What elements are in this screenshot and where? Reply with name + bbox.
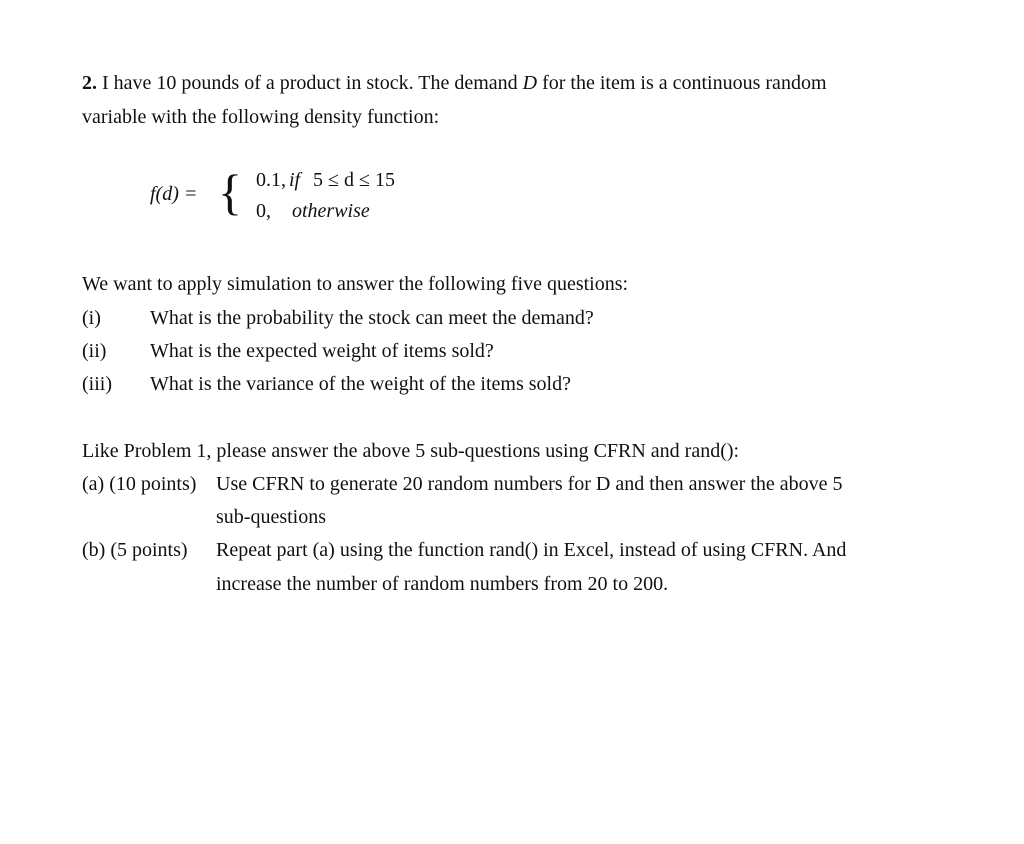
- formula-case-2-value: 0,: [256, 200, 271, 222]
- part-a-line-1: Use CFRN to generate 20 random numbers for D and then answer the above 5: [216, 473, 843, 495]
- problem-number: 2.: [82, 72, 97, 94]
- part-a-label: (a) (10 points): [82, 473, 197, 495]
- formula-case-2-condition: otherwise: [292, 200, 370, 222]
- question-text-1: What is the probability the stock can meet the demand?: [150, 307, 594, 329]
- part-b-line-1: Repeat part (a) using the function rand() in Excel, instead of using CFRN. And: [216, 539, 847, 561]
- formula-case-1-if: if: [289, 169, 301, 191]
- formula-lhs: f(d) =: [150, 183, 198, 205]
- question-label-2: (ii): [82, 340, 107, 362]
- demand-variable: D: [522, 72, 538, 94]
- problem-intro-b: for the item is a continuous random: [542, 72, 827, 94]
- formula-case-1-value: 0.1,: [256, 169, 286, 191]
- part-b-line-2: increase the number of random numbers from 20 to 200.: [216, 573, 669, 595]
- question-text-3: What is the variance of the weight of the items sold?: [150, 373, 571, 395]
- formula-brace: {: [218, 164, 242, 220]
- question-text-2: What is the expected weight of items sold?: [150, 340, 494, 362]
- problem-line-2: variable with the following density function:: [82, 106, 440, 128]
- problem-line-1: [82, 73, 827, 93]
- part-b-label: (b) (5 points): [82, 539, 188, 561]
- formula-case-1-condition: 5 ≤ d ≤ 15: [313, 169, 395, 191]
- question-label-3: (iii): [82, 373, 112, 395]
- problem-intro-a: I have 10 pounds of a product in stock. The demand: [102, 72, 518, 94]
- question-label-1: (i): [82, 307, 101, 329]
- instructions-intro: Like Problem 1, please answer the above 5 sub-questions using CFRN and rand():: [82, 440, 740, 462]
- part-a-line-2: sub-questions: [216, 506, 326, 528]
- simulation-intro: We want to apply simulation to answer the following five questions:: [82, 273, 629, 295]
